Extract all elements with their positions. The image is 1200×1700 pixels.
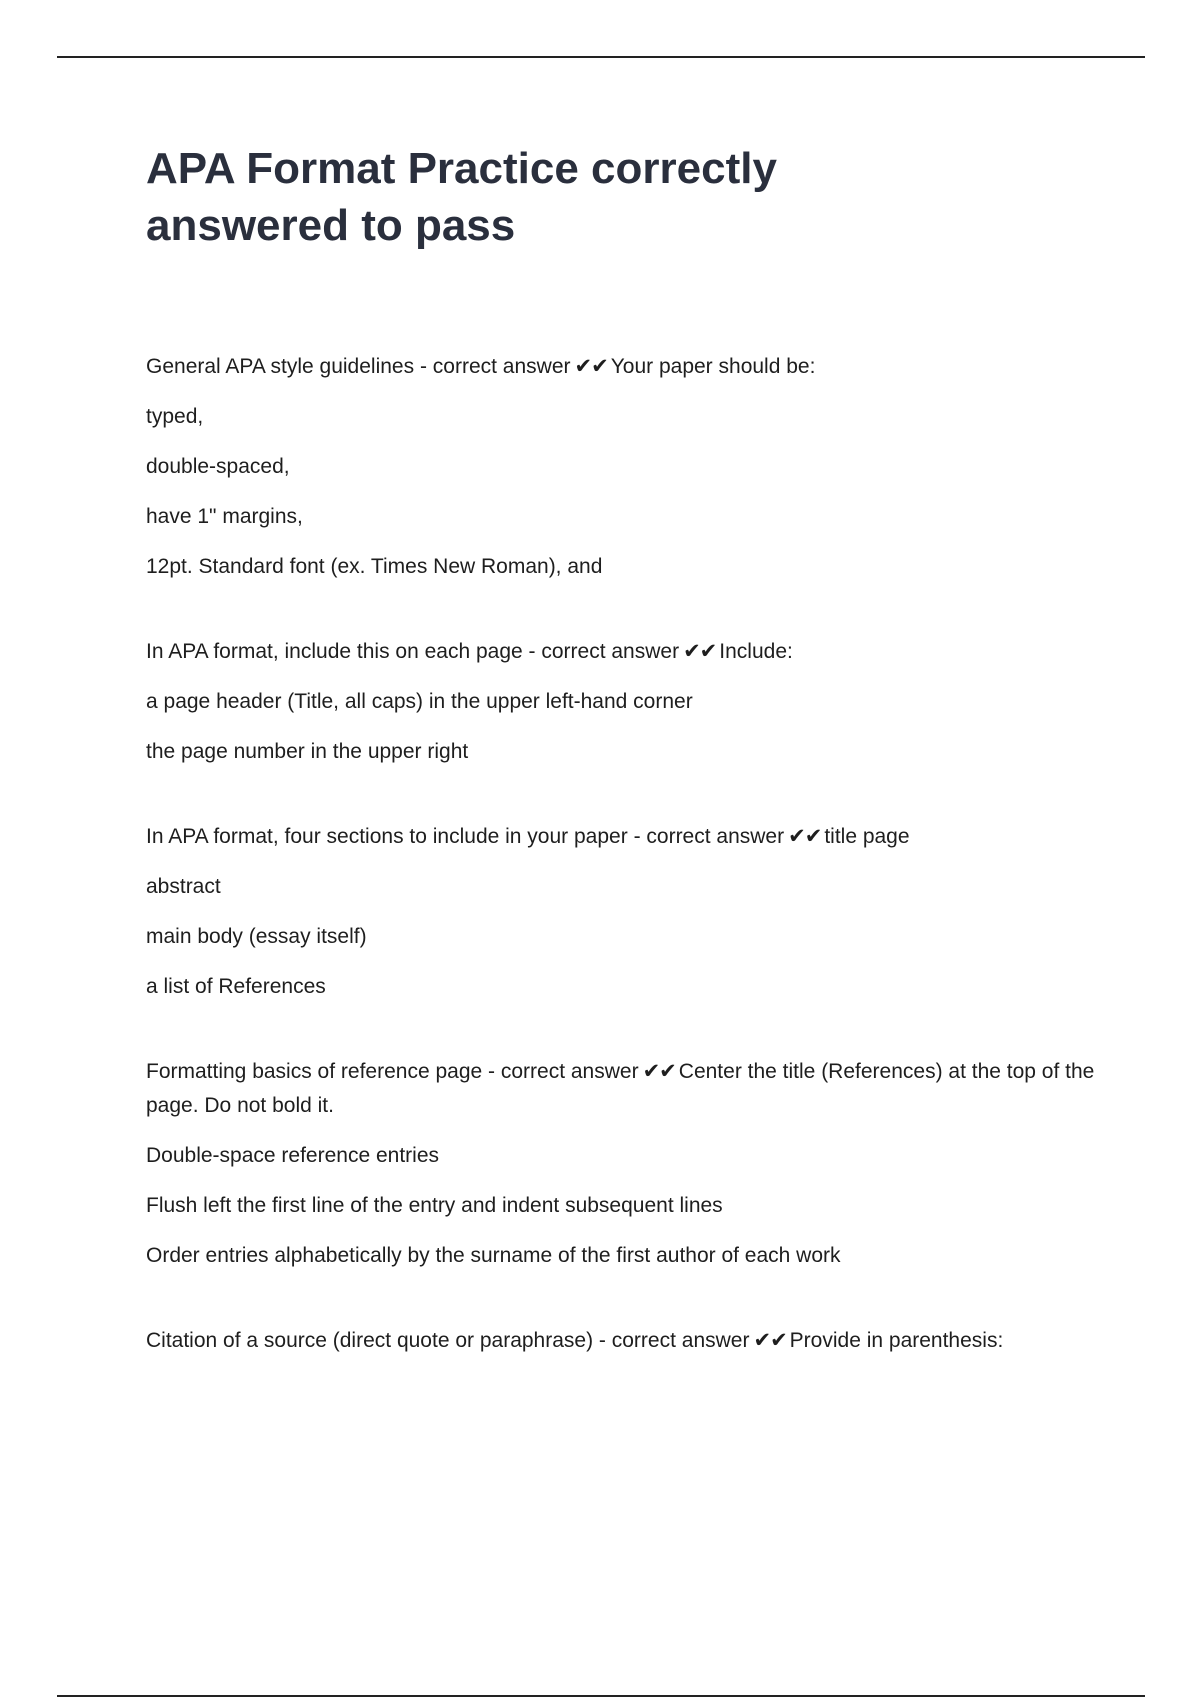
double-check-icon: ✔✔ — [683, 640, 717, 663]
answer-line: 12pt. Standard font (ex. Times New Roman), and — [146, 555, 603, 578]
question-line — [146, 350, 1096, 384]
document-title: APA Format Practice correctly answered to pass — [146, 144, 777, 250]
answer-line: main body (essay itself) — [146, 925, 367, 948]
question-line — [146, 635, 1096, 669]
double-check-icon: ✔✔ — [788, 825, 822, 848]
question-line — [146, 820, 1096, 854]
answer-line: have 1" margins, — [146, 505, 303, 528]
top-rule — [57, 56, 1145, 58]
answer-line: Order entries alphabetically by the surname of the first author of each work — [146, 1244, 841, 1267]
qa-item — [146, 635, 1096, 769]
double-check-icon: ✔✔ — [642, 1060, 676, 1083]
question-text: Formatting basics of reference page — [146, 1060, 483, 1083]
answer-marker: - correct answer — [419, 355, 571, 378]
answer-first-line: Include: — [719, 640, 793, 663]
answer-line: a page header (Title, all caps) in the upper left-hand corner — [146, 690, 693, 713]
bottom-rule — [57, 1695, 1145, 1697]
qa-item — [146, 350, 1096, 584]
answer-line: Double-space reference entries — [146, 1144, 439, 1167]
answer-marker: - correct answer — [633, 825, 785, 848]
double-check-icon: ✔✔ — [753, 1329, 787, 1352]
question-line — [146, 1055, 1096, 1123]
question-text: General APA style guidelines — [146, 355, 415, 378]
answer-marker: - correct answer — [528, 640, 680, 663]
answer-line: the page number in the upper right — [146, 740, 469, 763]
document-body — [146, 140, 1096, 1409]
answer-first-line: Provide in parenthesis: — [789, 1329, 1004, 1352]
answer-marker: - correct answer — [598, 1329, 750, 1352]
answer-first-line: Your paper should be: — [610, 355, 816, 378]
double-check-icon: ✔✔ — [574, 355, 608, 378]
answer-line: double-spaced, — [146, 455, 290, 478]
qa-item — [146, 1324, 1096, 1358]
qa-list — [146, 350, 1096, 1358]
qa-item — [146, 820, 1096, 1004]
question-text: In APA format, include this on each page — [146, 640, 523, 663]
answer-marker: - correct answer — [488, 1060, 639, 1083]
question-text: In APA format, four sections to include in your paper — [146, 825, 628, 848]
qa-item — [146, 1055, 1096, 1273]
answer-line: typed, — [146, 405, 204, 428]
question-line — [146, 1324, 1096, 1358]
answer-first-line: Center the title (References) at the top of the page. Do not bold it. — [146, 1060, 1095, 1117]
answer-line: a list of References — [146, 975, 326, 998]
answer-line: abstract — [146, 875, 221, 898]
answer-line: Flush left the first line of the entry and indent subsequent lines — [146, 1194, 723, 1217]
answer-first-line: title page — [824, 825, 910, 848]
question-text: Citation of a source (direct quote or paraphrase) — [146, 1329, 594, 1352]
